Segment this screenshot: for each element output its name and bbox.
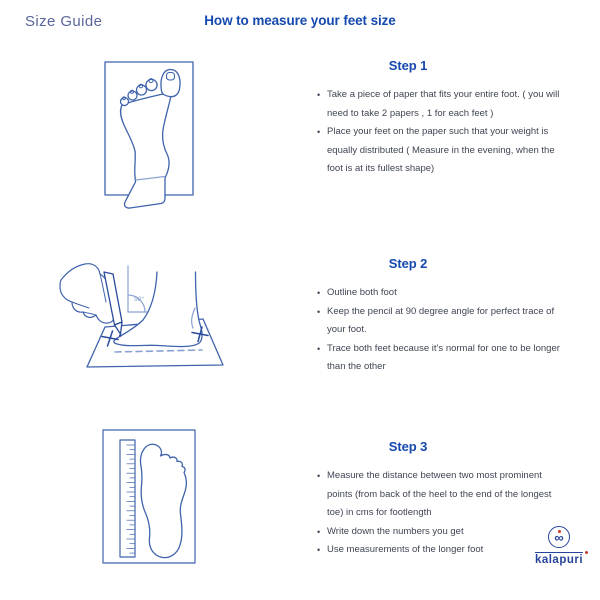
bullet-item: • Write down the numbers you get [327, 523, 561, 542]
bullet-item: • Take a piece of paper that fits your entire foot. ( you will need to take 2 papers , 1 for each feet ) [327, 86, 561, 123]
brand-red-dot-icon [585, 551, 588, 554]
page-label: Size Guide [25, 13, 103, 30]
bullet-item: • Keep the pencil at 90 degree angle for perfect trace of your foot. [327, 303, 561, 340]
step-1-heading: Step 1 [388, 58, 428, 73]
logo-circle-icon [548, 526, 570, 548]
step-2-illustration-tracing-foot [55, 250, 275, 390]
page-title: How to measure your feet size [204, 13, 396, 28]
footprint-outline-icon [141, 444, 187, 557]
step-2-bullet-list [310, 284, 561, 377]
step-2-heading: Step 2 [388, 256, 428, 271]
angle-90-label: 90° [134, 296, 144, 303]
ruler-icon [120, 440, 135, 557]
bullet-item: • Measure the distance between two most prominent points (from back of the heel to the end of the longest toe) in cms for footlength [327, 467, 561, 523]
bullet-item: • Use measurements of the longer foot [327, 541, 561, 560]
brand-logo [520, 526, 598, 568]
step-3-illustration-ruler-measure [95, 425, 205, 570]
bullet-item: • Trace both feet because it’s normal for one to be longer than the other [327, 340, 561, 377]
step-1-section [310, 58, 560, 179]
step-2-section [310, 256, 560, 377]
step-1-illustration-foot-on-paper [70, 55, 230, 215]
foot-top-view-icon [121, 70, 181, 209]
foot-side-view-icon [114, 272, 202, 347]
bullet-item: • Outline both foot [327, 284, 561, 303]
brand-name: kalapuri [535, 552, 583, 566]
dashed-trace-line-icon [115, 350, 202, 352]
infinity-icon: ∞ [554, 530, 564, 545]
step-1-bullet-list [310, 86, 561, 179]
step-3-heading: Step 3 [388, 439, 428, 454]
bullet-item: • Place your feet on the paper such that your weight is equally distributed ( Measure in the evening, when the foot is at its fullest shape) [327, 123, 561, 179]
